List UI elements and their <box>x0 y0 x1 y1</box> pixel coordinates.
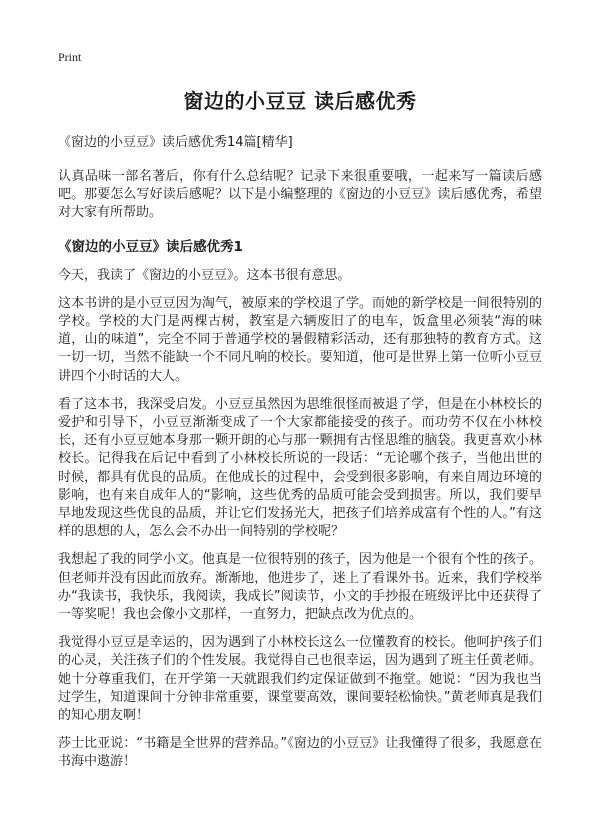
body-paragraph: 看了这本书，我深受启发。小豆豆虽然因为思维很怪而被退了学，但是在小林校长的爱护和引导下，小豆豆渐渐变成了一个大家都能接受的孩子。而功劳不仅在小林校长，还有小豆豆她本身那一颗开朗的心与那一颗拥有古怪思维的脑袋。我更喜欢小林校长。记得我在后记中看到了小林校长所说的一段话：“无论哪个孩子，当他出世的时候，都具有优良的品质。在他成长的过程中，会受到很多影响，有来自周边环境的影响，也有来自成年人的“影响，这些优秀的品质可能会受到损害。所以，我们要早早地发现这些优良的品质，并让它们发扬光大，把孩子们培养成富有个性的人。”有这样的思想的人，怎么会不办出一间特别的学校呢？ <box>58 396 542 540</box>
body-paragraph: 这本书讲的是小豆豆因为淘气，被原来的学校退了学。而她的新学校是一间很特别的学校。学校的大门是两棵古树，教室是六辆废旧了的电车，饭盒里必须装“海的味道，山的味道”，完全不同于普通学校的暑假精彩活动，还有那独特的教育方式。这一切一切，当然不能缺一个不同凡响的校长。要知道，他可是世界上第一位听小豆豆讲四个小时话的大人。 <box>58 295 542 384</box>
body-paragraph: 莎士比亚说：“书籍是全世界的营养品。”《窗边的小豆豆》让我懂得了很多，我愿意在书海中遨游！ <box>58 736 542 770</box>
body-paragraph: 我想起了我的同学小文。他真是一位很特别的孩子，因为他是一个很有个性的孩子。但老师并没有因此而放弃。渐渐地，他进步了，迷上了看课外书。近来，我们学校举办“我读书，我快乐，我阅读，我成长”阅读节，小文的手抄报在班级评比中还获得了一等奖呢！我也会像小文那样，一直努力，把缺点改为优点的。 <box>58 552 542 623</box>
body-paragraph: 我觉得小豆豆是幸运的，因为遇到了小林校长这么一位懂教育的校长。他呵护孩子们的心灵，关注孩子们的个性发展。我觉得自己也很幸运，因为遇到了班主任黄老师。她十分尊重我们，在开学第一天就跟我们约定保证做到不拖堂。她说：“因为我也当过学生，知道课间十分钟非常重要，课堂要高效，课间要轻松愉快。”黄老师真是我们的知心朋友啊！ <box>58 635 542 724</box>
body-paragraph: 今天，我读了《窗边的小豆豆》。这本书很有意思。 <box>58 267 351 283</box>
document-subtitle: 《窗边的小豆豆》读后感优秀14篇[精华] <box>58 135 293 150</box>
intro-paragraph: 认真品味一部名著后，你有什么总结呢？记录下来很重要哦，一起来写一篇读后感吧。那要怎么写好读后感呢？以下是小编整理的《窗边的小豆豆》读后感优秀，希望对大家有所帮助。 <box>58 169 542 221</box>
print-link[interactable]: Print <box>58 50 82 64</box>
section-heading: 《窗边的小豆豆》读后感优秀1 <box>58 238 243 255</box>
page-title: 窗边的小豆豆 读后感优秀 <box>183 89 417 113</box>
